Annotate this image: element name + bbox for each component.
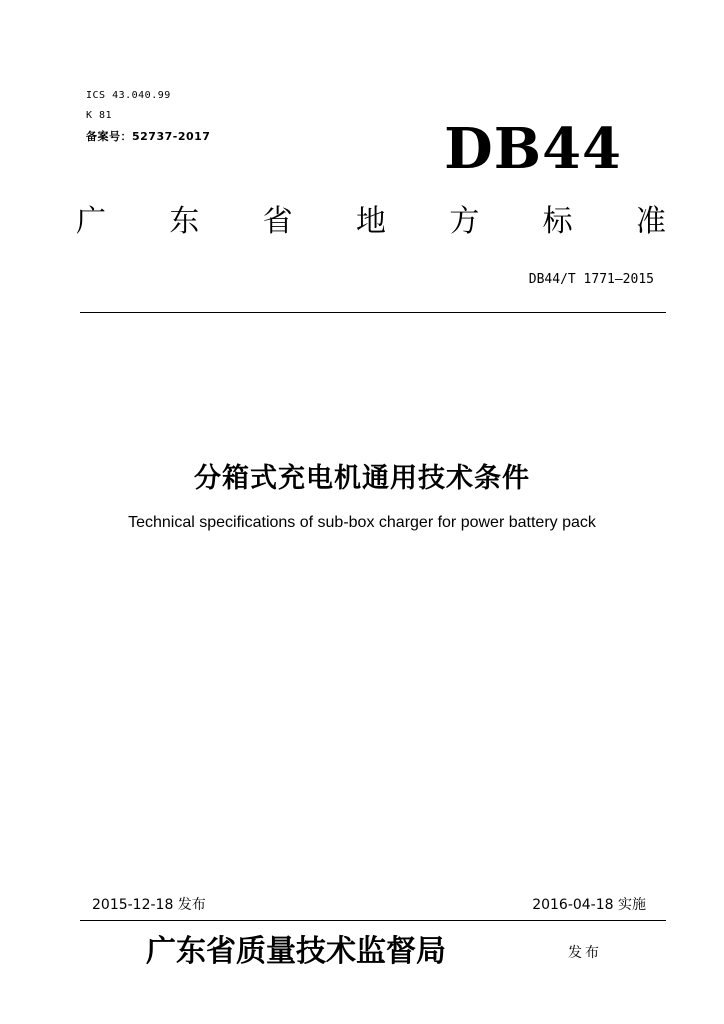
standard-type-char: 准 <box>635 204 666 239</box>
ics-code: ICS 43.040.99 <box>86 90 171 101</box>
title-chinese: 分箱式充电机通用技术条件 <box>194 463 530 494</box>
standard-type-char: 地 <box>355 204 386 239</box>
bottom-divider <box>80 920 666 921</box>
standard-number: DB44/T 1771—2015 <box>528 272 654 287</box>
classification-code: K 81 <box>86 110 113 121</box>
record-number: 备案号：52737-2017 <box>86 130 211 143</box>
top-divider <box>80 312 666 313</box>
standard-type-char: 东 <box>169 204 200 239</box>
issue-date: 2015-12-18 发布 <box>92 897 206 913</box>
implementation-date: 2016-04-18 实施 <box>532 897 646 913</box>
standard-type-char: 省 <box>262 204 293 239</box>
issue-label: 发布 <box>568 945 602 961</box>
db44-logo: DB44 <box>444 116 622 182</box>
standard-type-char: 标 <box>542 204 573 239</box>
standard-type-char: 广 <box>76 204 106 239</box>
standard-type-char: 方 <box>449 204 480 239</box>
issuing-authority: 广东省质量技术监督局 <box>146 934 446 969</box>
title-english: Technical specifications of sub-box charger for power battery pack <box>128 514 596 531</box>
standard-type-heading <box>76 196 666 240</box>
